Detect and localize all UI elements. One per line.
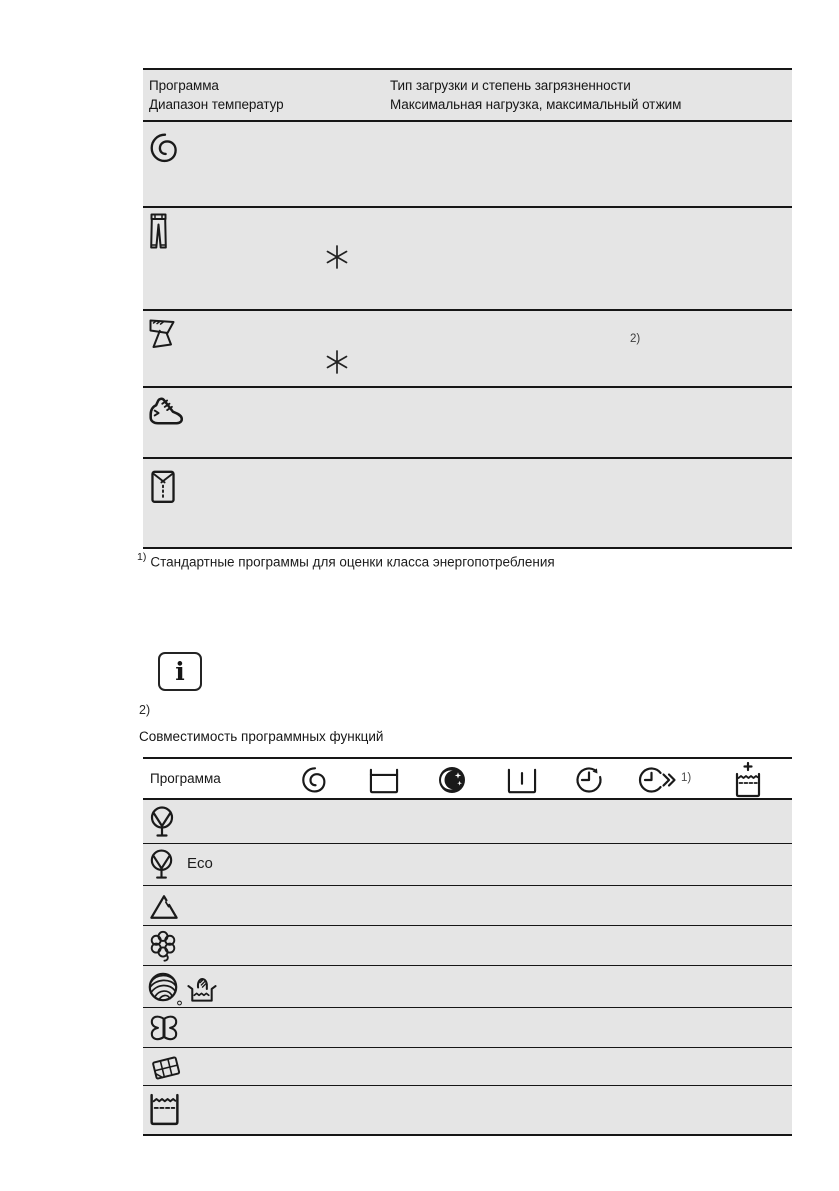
synthetics-icon xyxy=(147,893,181,921)
table-row-synthetics xyxy=(143,886,792,926)
asterisk-icon xyxy=(324,244,350,270)
table-row-silk xyxy=(143,1008,792,1048)
table-row-wool-handwash xyxy=(143,966,792,1008)
cotton-icon xyxy=(147,848,176,883)
compatibility-table xyxy=(143,757,792,1136)
trousers-icon xyxy=(147,211,171,253)
asterisk-icon xyxy=(324,349,350,375)
footnote-1-text: Стандартные программы для оценки класса энергопотребления xyxy=(150,554,555,570)
footnote-1-marker: 1) xyxy=(137,551,147,563)
shirt-icon xyxy=(148,465,178,505)
footnote-1 xyxy=(137,552,555,570)
header-temp-range: Диапазон температур xyxy=(149,97,284,112)
footnote-ref-1: 1) xyxy=(681,772,692,784)
night-cycle-icon xyxy=(437,765,467,795)
curtains-icon xyxy=(147,317,177,353)
header-program-label: Программа xyxy=(150,771,221,786)
sport-shoe-icon xyxy=(147,392,185,426)
delicates-flower-icon xyxy=(147,930,179,964)
spin-spiral-icon xyxy=(148,131,182,165)
programme-table xyxy=(143,68,792,549)
registered-trademark-icon xyxy=(178,1001,182,1005)
header-max-load: Максимальная нагрузка, максимальный отжим xyxy=(390,97,682,112)
extra-quick-icon xyxy=(638,764,678,796)
silk-butterfly-icon xyxy=(147,1013,181,1043)
duvet-icon xyxy=(147,1051,185,1084)
table-row-cottons-eco xyxy=(143,844,792,886)
info-icon-glyph: i xyxy=(175,657,185,686)
programme-table-header xyxy=(143,70,792,122)
spin-spiral-icon xyxy=(300,765,330,795)
drain-icon xyxy=(506,767,538,795)
table-row-duvet xyxy=(143,1048,792,1086)
footnote-2-marker: 2) xyxy=(139,703,151,717)
soak-icon xyxy=(148,1092,181,1127)
footnote-ref-2: 2) xyxy=(630,333,641,345)
table-row-sport xyxy=(143,388,792,459)
compatibility-table-header xyxy=(143,759,792,800)
time-save-icon xyxy=(574,764,606,796)
eco-label: Eco xyxy=(187,855,213,872)
table-row-jeans xyxy=(143,208,792,311)
table-row-soak xyxy=(143,1086,792,1134)
info-icon xyxy=(158,652,202,691)
header-load-type: Тип загрузки и степень загрязненности xyxy=(390,78,631,93)
header-program: Программа xyxy=(149,78,219,93)
section-title: Совместимость программных функций xyxy=(139,729,384,744)
table-row-spin xyxy=(143,122,792,208)
cotton-icon xyxy=(147,805,177,841)
handwash-icon xyxy=(185,972,218,1005)
wool-icon xyxy=(146,970,182,1006)
table-row-shirts xyxy=(143,459,792,547)
extra-rinse-icon xyxy=(733,761,763,799)
rinse-hold-icon xyxy=(368,767,400,795)
table-row-delicates xyxy=(143,926,792,966)
table-row-curtains xyxy=(143,311,792,388)
table-row-cottons xyxy=(143,800,792,844)
